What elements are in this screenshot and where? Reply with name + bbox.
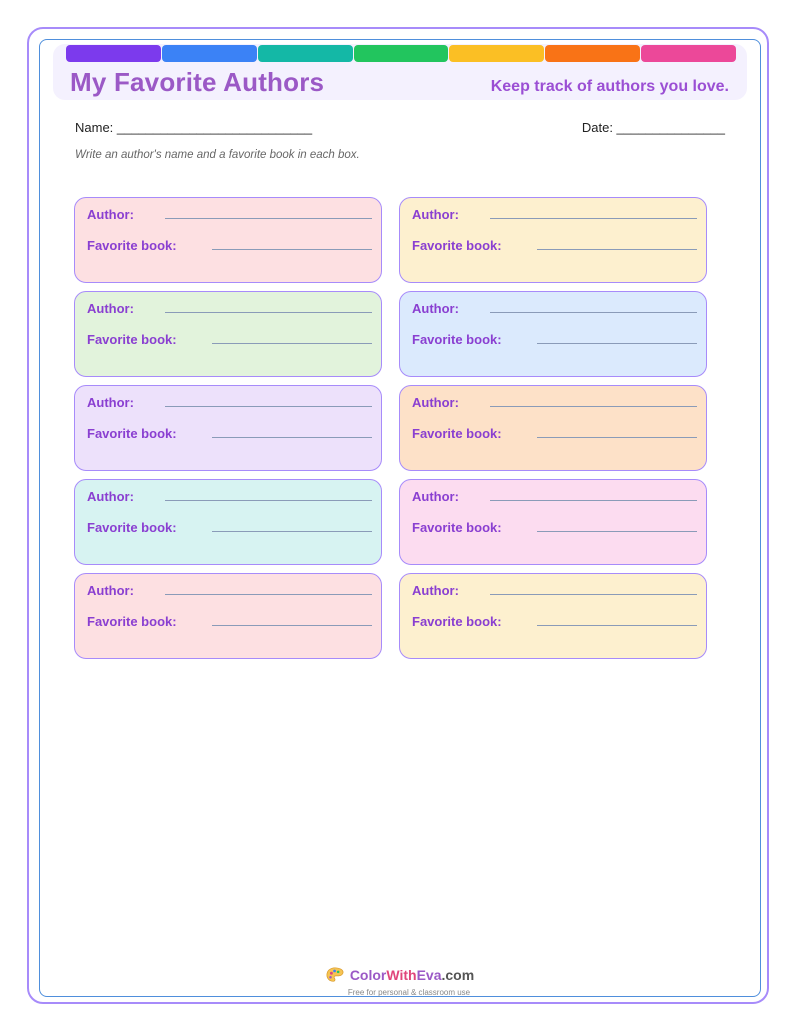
rainbow-stripe: [66, 45, 736, 62]
author-card: [399, 479, 707, 565]
author-write-line[interactable]: [165, 406, 372, 407]
rainbow-segment: [66, 45, 161, 62]
author-label: Author:: [412, 395, 459, 410]
author-write-line[interactable]: [165, 594, 372, 595]
favorite-book-write-line[interactable]: [537, 531, 697, 532]
palette-icon: [326, 966, 344, 984]
author-write-line[interactable]: [165, 218, 372, 219]
author-card: [74, 573, 382, 659]
rainbow-segment: [545, 45, 640, 62]
favorite-book-write-line[interactable]: [537, 343, 697, 344]
rainbow-segment: [449, 45, 544, 62]
favorite-book-label: Favorite book:: [87, 426, 177, 441]
favorite-book-label: Favorite book:: [87, 520, 177, 535]
favorite-book-label: Favorite book:: [412, 426, 502, 441]
favorite-book-write-line[interactable]: [537, 437, 697, 438]
favorite-book-write-line[interactable]: [212, 625, 372, 626]
favorite-book-write-line[interactable]: [212, 249, 372, 250]
author-card: [74, 291, 382, 377]
author-card: [399, 385, 707, 471]
date-field[interactable]: Date: _______________: [581, 120, 725, 135]
author-card: [74, 479, 382, 565]
page-title: My Favorite Authors: [70, 67, 325, 97]
author-card: [74, 197, 382, 283]
author-write-line[interactable]: [490, 312, 697, 313]
page-tagline: Keep track of authors you love.: [490, 78, 729, 95]
favorite-book-write-line[interactable]: [537, 625, 697, 626]
instructions: Write an author's name and a favorite book in each box.: [75, 149, 360, 161]
favorite-book-label: Favorite book:: [87, 614, 177, 629]
favorite-book-write-line[interactable]: [537, 249, 697, 250]
favorite-book-label: Favorite book:: [412, 238, 502, 253]
author-label: Author:: [87, 583, 134, 598]
favorite-book-label: Favorite book:: [87, 332, 177, 347]
author-label: Author:: [412, 489, 459, 504]
author-label: Author:: [87, 301, 134, 316]
author-write-line[interactable]: [165, 312, 372, 313]
author-label: Author:: [412, 583, 459, 598]
author-cards-grid: [74, 197, 707, 659]
footer: [0, 966, 800, 997]
author-label: Author:: [87, 395, 134, 410]
brand-tagline: Free for personal & classroom use: [347, 988, 471, 997]
favorite-book-label: Favorite book:: [412, 614, 502, 629]
author-label: Author:: [87, 207, 134, 222]
author-card: [74, 385, 382, 471]
favorite-book-write-line[interactable]: [212, 531, 372, 532]
favorite-book-write-line[interactable]: [212, 343, 372, 344]
rainbow-segment: [641, 45, 736, 62]
author-label: Author:: [87, 489, 134, 504]
author-write-line[interactable]: [165, 500, 372, 501]
rainbow-segment: [258, 45, 353, 62]
author-write-line[interactable]: [490, 594, 697, 595]
author-card: [399, 291, 707, 377]
rainbow-segment: [354, 45, 449, 62]
author-card: [399, 197, 707, 283]
author-write-line[interactable]: [490, 406, 697, 407]
author-label: Author:: [412, 301, 459, 316]
author-write-line[interactable]: [490, 500, 697, 501]
favorite-book-label: Favorite book:: [87, 238, 177, 253]
favorite-book-label: Favorite book:: [412, 332, 502, 347]
brand-row: [326, 966, 474, 984]
author-write-line[interactable]: [490, 218, 697, 219]
author-label: Author:: [412, 207, 459, 222]
rainbow-segment: [162, 45, 257, 62]
brand-name: ColorWithEva.com: [349, 967, 475, 983]
author-card: [399, 573, 707, 659]
name-field[interactable]: Name: ___________________________: [75, 120, 313, 135]
favorite-book-label: Favorite book:: [412, 520, 502, 535]
favorite-book-write-line[interactable]: [212, 437, 372, 438]
